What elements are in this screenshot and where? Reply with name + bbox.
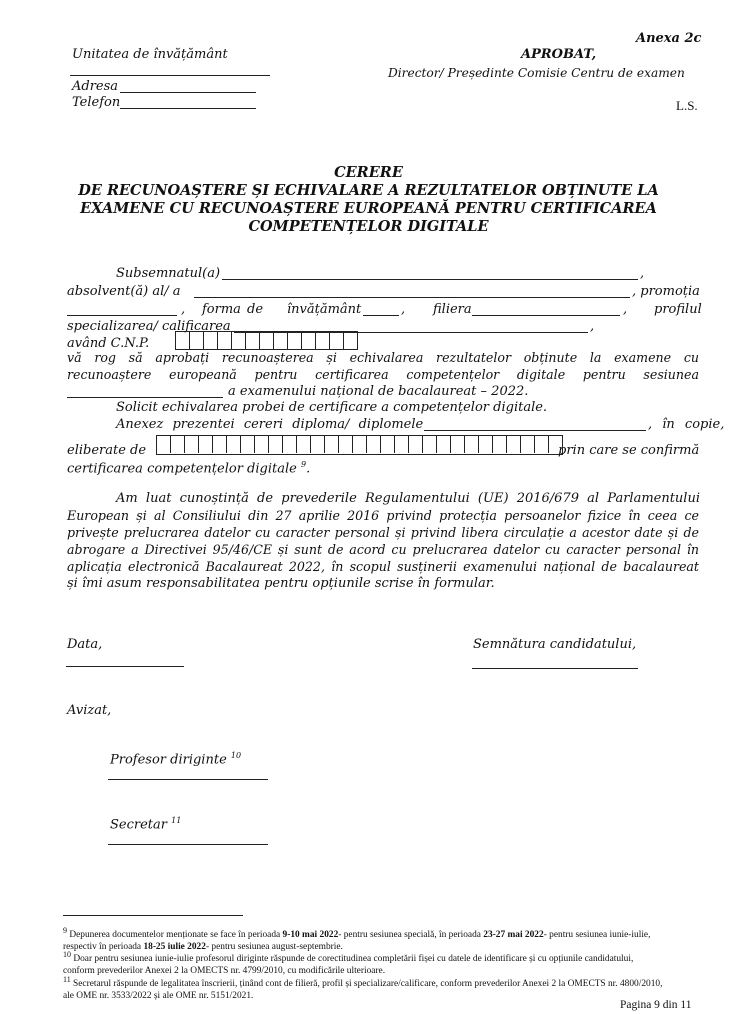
cnp-label: având C.N.P. (67, 336, 150, 351)
footnote-ref-11: 11 (171, 816, 182, 825)
issuer-boxes-row1[interactable] (156, 435, 563, 455)
invatamant-word: învățământ (287, 302, 362, 317)
footnote-ref-10: 10 (230, 751, 242, 760)
comma: , (640, 266, 645, 281)
footnote-10-number: 10 (63, 950, 71, 959)
certificarea-label (67, 460, 310, 476)
footnote-9-date-2: 23-27 mai 2022 (483, 930, 544, 941)
school-unit-line (70, 75, 270, 76)
gdpr-line-6: și îmi asum responsabilitatea pentru opțiunile scrise în formular. (67, 576, 495, 591)
school-line[interactable] (194, 297, 630, 298)
page-number: Pagina 9 din 11 (620, 999, 692, 1011)
period: . (306, 461, 311, 477)
phone-label: Telefon (72, 95, 121, 110)
footnote-9-text-f: respectiv în perioada (63, 941, 144, 952)
date-line[interactable] (66, 666, 184, 667)
secretar-text: Secretar (110, 817, 167, 833)
gdpr-line-3: privește prelucrarea datelor cu caracter personal și privind libera circulație a acestor date și de (67, 525, 699, 540)
footnote-separator (63, 915, 243, 916)
annex-label: Anexa 2c (636, 31, 702, 46)
comma-4: , (623, 302, 628, 317)
request-line-1: vă rog să aprobați recunoașterea și echivalarea rezultatelor obținute la examene cu (67, 350, 699, 365)
footnote-9-date-1: 9-10 mai 2022 (282, 930, 339, 941)
gdpr-line-5: aplicația electronică Bacalaureat 2022, în scopul susținerii examenului național de bacalaureat (67, 559, 699, 574)
de-word: de (247, 302, 264, 317)
secretar-signature-line[interactable] (108, 844, 268, 845)
candidate-signature-label: Semnătura candidatului, (473, 637, 637, 652)
ls-label: L.S. (676, 98, 698, 113)
certificarea-text: certificarea competențelor digitale (67, 461, 297, 477)
footnote-10-text-a: Doar pentru sesiunea iunie-iulie profesorul diriginte răspunde de corectitudinea completării fișei cu datele de identificare și cu opțiunile candidatului, (71, 954, 634, 965)
anexez-label: Anexez prezentei cereri diploma/ diplomele (116, 417, 424, 432)
secretar-label (110, 816, 181, 832)
absolvent-label: absolvent(ă) al/ a (67, 284, 181, 299)
title-line-1: CERERE (334, 164, 403, 181)
diriginte-text: Profesor diriginte (110, 752, 227, 768)
footnote-9-text-c: - pentru sesiunea specială, în perioada (338, 930, 484, 941)
footnote-11 (63, 974, 703, 1002)
cnp-boxes[interactable] (175, 331, 358, 350)
gdpr-line-1-text: Am luat cunoștință de prevederile Regulamentului (UE) 2016/679 al Parlamentului (116, 491, 700, 506)
footnote-11-text-b: ale OME nr. 3533/2022 și ale OME nr. 5151/2021. (63, 990, 254, 1001)
promotia-label: , promoția (632, 284, 700, 299)
diriginte-label (110, 751, 241, 767)
specializarea-label: specializarea/ calificarea (67, 319, 231, 334)
comma-3: , (401, 302, 406, 317)
forma-line[interactable] (363, 315, 399, 316)
avizat-label: Avizat, (67, 703, 112, 718)
approved-label: APROBAT, (521, 47, 597, 62)
footnote-11-text-a: Secretarul răspunde de legalitatea înscrierii, ținând cont de filieră, profil și specializare/calificare, conform prevederilor Anexei 2 la OMECTS nr. 4800/2010, (70, 979, 663, 990)
request-line-4: Solicit echivalarea probei de certificare a competențelor digitale. (116, 400, 548, 415)
title-line-3: EXAMENE CU RECUNOAȘTERE EUROPEANĂ PENTRU CERTIFICAREA (80, 200, 657, 217)
request-line-2: recunoaștere europeană pentru certificarea competențelor digitale pentru sesiunea (67, 367, 699, 382)
gdpr-line-2: European și al Consiliului din 27 aprilie 2016 privind protecția persoanelor fizice în ceea ce (67, 508, 699, 523)
session-line[interactable] (67, 397, 223, 398)
phone-line (120, 108, 256, 109)
comma-5: , (590, 319, 595, 334)
diriginte-signature-line[interactable] (108, 779, 268, 780)
diploma-line[interactable] (424, 430, 646, 431)
footnote-ref-9: 9 (300, 460, 307, 469)
subsemnatul-label: Subsemnatul(a) (116, 266, 221, 281)
title-line-2: DE RECUNOAȘTERE ȘI ECHIVALARE A REZULTATELOR OBȚINUTE LA (78, 182, 659, 199)
filiera-line[interactable] (472, 315, 620, 316)
date-label: Data, (67, 637, 103, 652)
in-copie-label: , în copie, (648, 417, 725, 432)
school-unit-label: Unitatea de învățământ (72, 47, 228, 62)
footnote-9-text-a: Depunerea documentelor menționate se face în perioada (67, 930, 283, 941)
footnote-9-date-3: 18-25 iulie 2022 (143, 941, 206, 952)
filiera-label: filiera (433, 302, 472, 317)
prin-care-label: prin care se confirmă (558, 443, 700, 458)
footnote-9-number: 9 (63, 926, 67, 935)
eliberate-label: eliberate de (67, 443, 147, 458)
gdpr-line-4: abrogare a Directivei 95/46/CE și sunt de acord cu prelucrarea datelor cu caracter personal în (67, 542, 699, 557)
footnote-9-text-e: - pentru sesiunea iunie-iulie, (543, 930, 651, 941)
footnote-10-text-b: conform prevederilor Anexei 2 la OMECTS nr. 4799/2010, cu modificările ulterioare. (63, 965, 386, 976)
director-label: Director/ Președinte Comisie Centru de examen (388, 66, 685, 80)
request-line-3: a examenului național de bacalaureat – 2022. (228, 384, 529, 399)
title-line-4: COMPETENȚELOR DIGITALE (248, 218, 489, 235)
candidate-signature-line[interactable] (472, 668, 638, 669)
footnote-9-text-h: - pentru sesiunea august-septembrie. (205, 941, 343, 952)
address-line (120, 92, 256, 93)
gdpr-line-1 (116, 491, 700, 506)
comma-2: , (181, 302, 186, 317)
footnote-11-number: 11 (63, 975, 71, 984)
name-line[interactable] (222, 279, 638, 280)
forma-word: forma (202, 302, 241, 317)
promotia-line[interactable] (67, 315, 177, 316)
footnote-10 (63, 949, 703, 977)
address-label: Adresa (72, 79, 119, 94)
profilul-label: profilul (654, 302, 702, 317)
